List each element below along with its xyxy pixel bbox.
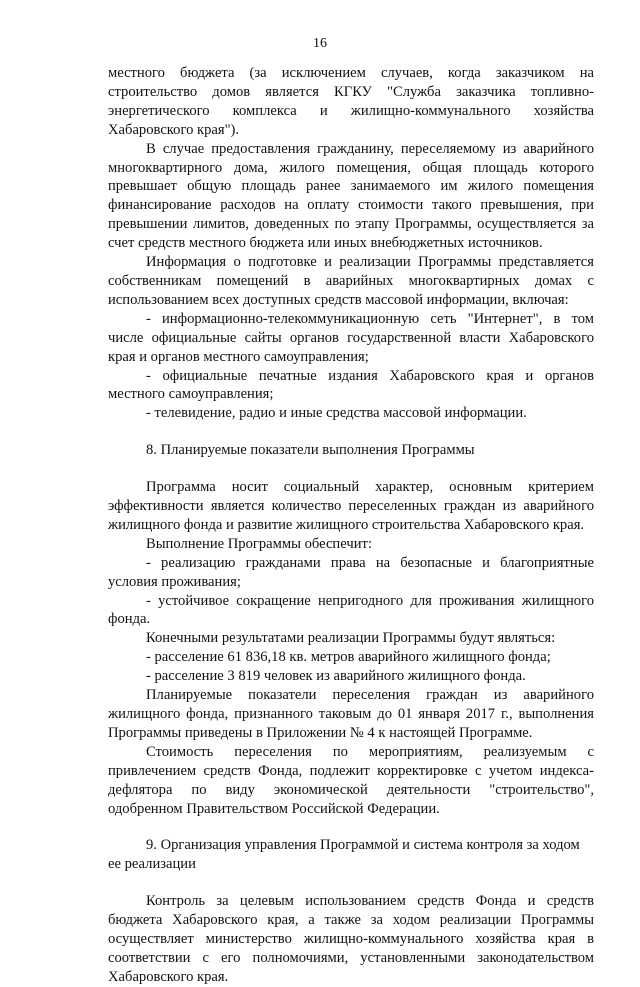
list-item-reduction: - устойчивое сокращение непригодного для проживания жилищного фонда. — [108, 592, 594, 628]
page-number: 16 — [313, 36, 327, 51]
document-body — [108, 64, 594, 987]
list-item-internet: - информационно-телекоммуникационную сеть "Интернет", в том числе официальные сайты органов государственной власти Хабаровского края и органов местного самоуправления; — [108, 310, 594, 365]
paragraph-cost-adjustment: Стоимость переселения по мероприятиям, реализуемым с привлечением средств Фонда, подлежит корректировке с учетом индекса-дефлятора по виду экономической деятельности "строительство", одобренном Правительством Российской Федерации. — [108, 743, 594, 817]
paragraph-budget-exception: местного бюджета (за исключением случаев, когда заказчиком на строительство домов является КГКУ "Служба заказчика топливно-энергетического комплекса и жилищно-коммунального хозяйства Хабаровского края"). — [108, 65, 594, 138]
section-heading-8: 8. Планируемые показатели выполнения Программы — [146, 442, 475, 459]
list-item-rights: - реализацию гражданами права на безопасные и благоприятные условия проживания; — [108, 554, 594, 590]
list-item-print-media: - официальные печатные издания Хабаровского края и органов местного самоуправления; — [108, 367, 594, 403]
paragraph-program-character: Программа носит социальный характер, основным критерием эффективности является количество переселенных граждан из аварийного жилищного фонда и развитие жилищного строительства Хабаровского края. — [108, 479, 594, 533]
paragraph-program-ensures: Выполнение Программы обеспечит: — [146, 535, 372, 552]
list-item-area-resettlement: - расселение 61 836,18 кв. метров аварийного жилищного фонда; — [146, 649, 551, 666]
paragraph-area-excess: В случае предоставления гражданину, переселяемому из аварийного многоквартирного дома, жилого помещения, общая площадь которого превышает общую площадь ранее занимаемого им жилого помещения финансирование расходов на оплату стоимости такого превышения, при превышении лимитов, доведенных по этапу Программы, осуществляется за счет средств местного бюджета или иных внебюджетных источников. — [108, 140, 594, 252]
section-heading-9: 9. Организация управления Программой и система контроля за ходом ее реализации — [108, 837, 580, 873]
paragraph-final-results: Конечными результатами реализации Программы будут являться: — [146, 630, 556, 647]
list-item-people-resettlement: - расселение 3 819 человек из аварийного жилищного фонда. — [146, 668, 526, 685]
paragraph-information: Информация о подготовке и реализации Программы представляется собственникам помещений в аварийных многоквартирных домах с использованием всех доступных средств массовой информации, включая: — [108, 254, 594, 308]
list-item-tv-radio: - телевидение, радио и иные средства массовой информации. — [146, 405, 527, 422]
paragraph-planned-indicators: Планируемые показатели переселения граждан из аварийного жилищного фонда, признанного таковым до 01 января 2017 г., выполнения Программы приведены в Приложении № 4 к настоящей Программе. — [108, 687, 594, 741]
paragraph-control: Контроль за целевым использованием средств Фонда и средств бюджета Хабаровского края, а также за ходом реализации Программы осуществляет министерство жилищно-коммунального хозяйства края в соответствии с его полномочиями, установленными законодательством Хабаровского края. — [108, 893, 594, 985]
